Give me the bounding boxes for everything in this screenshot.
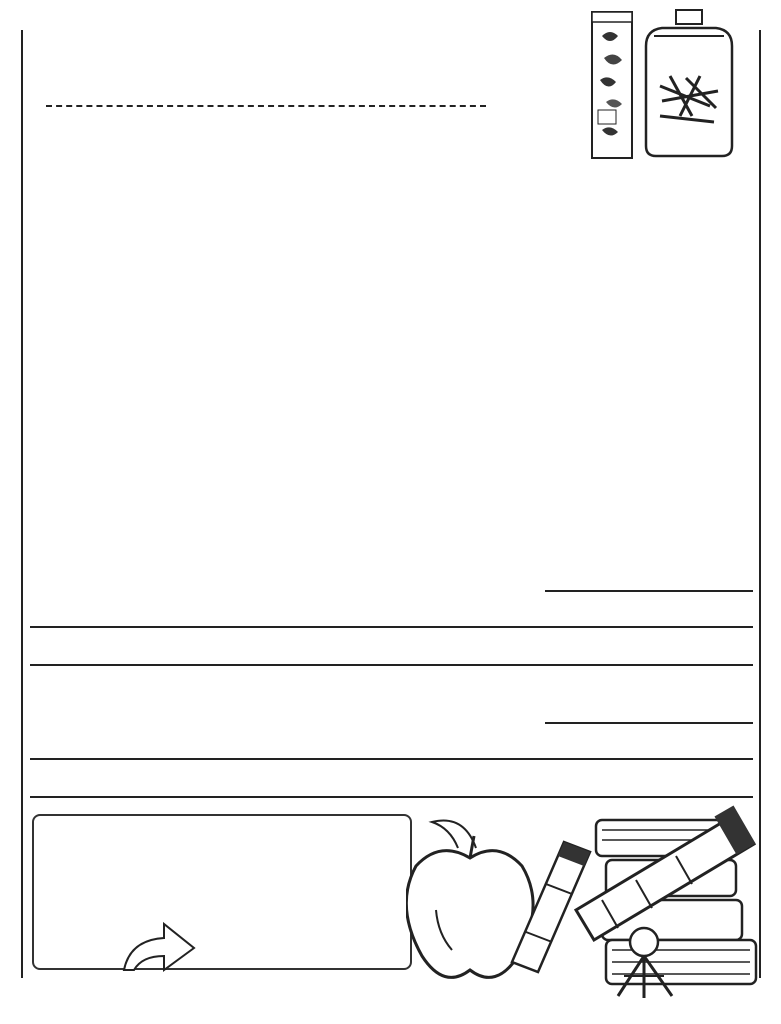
answer-line-2a[interactable]: [545, 722, 753, 724]
food-jar-icon: [646, 10, 732, 156]
answer-line-1c[interactable]: [30, 664, 753, 666]
answer-line-2c[interactable]: [30, 796, 753, 798]
space-food-illustration: [590, 6, 750, 162]
name-field[interactable]: [46, 83, 486, 107]
answer-line-2b[interactable]: [30, 758, 753, 760]
name-line: [36, 76, 486, 107]
apple-icon: [406, 820, 533, 977]
drawing-area[interactable]: [32, 814, 412, 970]
food-pouch-icon: [592, 12, 632, 158]
school-items-illustration: [406, 800, 766, 1000]
answer-line-1a[interactable]: [545, 590, 753, 592]
curved-arrow-icon: [120, 912, 200, 974]
answer-line-1b[interactable]: [30, 626, 753, 628]
